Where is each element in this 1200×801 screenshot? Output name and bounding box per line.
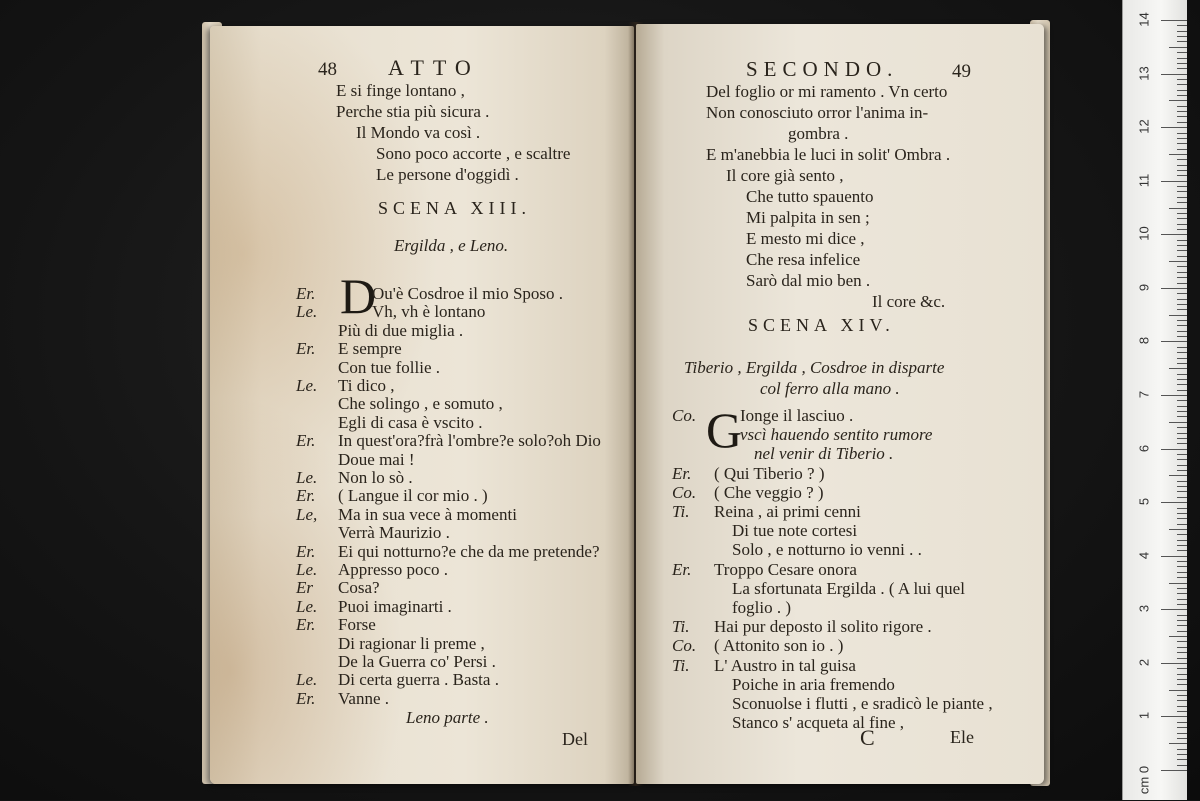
open-book <box>198 14 1054 786</box>
ruler-unit: cm <box>1136 776 1152 795</box>
ruler-tick <box>1177 143 1187 144</box>
speaker-label: Le. <box>296 560 318 579</box>
ruler-tick <box>1177 224 1187 225</box>
dialogue-line: Troppo Cesare onora <box>714 559 857 579</box>
ruler-tick <box>1177 299 1187 300</box>
dialogue-line: Ionge il lasciuo . <box>740 406 854 425</box>
ruler-tick <box>1177 36 1187 37</box>
ruler-tick <box>1177 229 1187 230</box>
ruler-tick <box>1177 524 1187 525</box>
ruler-tick <box>1177 625 1187 626</box>
dialogue-line: Di certa guerra . Basta . <box>338 670 499 690</box>
page-number-left: 48 <box>318 59 337 80</box>
ruler-tick <box>1161 770 1187 771</box>
dialogue-line: E sempre <box>338 339 402 359</box>
ruler-number: 0 <box>1136 765 1152 774</box>
ruler-tick <box>1177 674 1187 675</box>
ruler-tick <box>1169 208 1187 209</box>
ruler-tick <box>1161 716 1187 717</box>
speaker-label: Co. <box>672 406 697 425</box>
ruler-tick <box>1177 186 1187 187</box>
ruler-tick <box>1161 341 1187 342</box>
ruler-tick <box>1177 79 1187 80</box>
ruler-number: 7 <box>1136 390 1152 399</box>
ruler-tick <box>1169 636 1187 637</box>
dialogue-line: Puoi imaginarti . <box>338 596 452 616</box>
ruler-tick <box>1177 309 1187 310</box>
ruler-tick <box>1177 138 1187 139</box>
ruler-number: 4 <box>1136 551 1152 559</box>
speaker-label: Ti. <box>672 617 690 637</box>
ruler-tick <box>1177 336 1187 337</box>
ruler-tick <box>1177 90 1187 91</box>
scene-heading-xiv: SCENA XIV. <box>748 315 895 335</box>
ruler-tick <box>1177 379 1187 380</box>
dialogue-line: ( Che veggio ? ) <box>714 482 824 502</box>
ruler-tick <box>1177 58 1187 59</box>
ruler-tick <box>1177 711 1187 712</box>
ruler-tick <box>1169 583 1187 584</box>
verse-line: Le persone d'oggidì . <box>376 165 519 184</box>
verse-line: Che resa infelice <box>746 250 861 269</box>
ruler-number: 8 <box>1136 337 1152 345</box>
ruler-number: 10 <box>1136 226 1152 242</box>
ruler-tick <box>1177 588 1187 589</box>
ruler-tick <box>1177 165 1187 166</box>
ruler-tick <box>1177 411 1187 412</box>
dialogue-line: Poiche in aria fremendo <box>732 674 895 694</box>
ruler-tick <box>1177 320 1187 321</box>
ruler-tick <box>1177 95 1187 96</box>
ruler-tick <box>1169 315 1187 316</box>
ruler-tick <box>1177 272 1187 273</box>
page-number-right: 49 <box>952 61 971 82</box>
verse-line: gombra . <box>788 124 849 143</box>
ruler-number: 12 <box>1136 119 1152 134</box>
verse-line: Del foglio or mi ramento . Vn certo <box>706 82 948 101</box>
ruler-tick <box>1177 438 1187 439</box>
ruler-tick <box>1177 545 1187 546</box>
ruler-tick <box>1177 534 1187 535</box>
ruler-tick <box>1177 684 1187 685</box>
ruler-tick <box>1177 566 1187 567</box>
dialogue-line: Doue mai ! <box>338 449 415 469</box>
dialogue-line: Vh, vh è lontano <box>372 302 486 322</box>
running-head-right: SECONDO. <box>746 57 899 81</box>
speaker-label: Le. <box>296 670 318 690</box>
ruler-tick <box>1177 652 1187 653</box>
ruler-tick <box>1177 293 1187 294</box>
dialogue-line: ( Langue il cor mio . ) <box>338 486 488 506</box>
ruler-tick <box>1177 149 1187 150</box>
dialogue-line: foglio . ) <box>732 598 792 617</box>
ruler-tick <box>1177 508 1187 509</box>
dialogue-line: Hai pur deposto il solito rigore . <box>714 617 932 637</box>
speaker-label: Le. <box>296 596 318 616</box>
dialogue-line: La sfortunata Ergilda . ( A lui quel <box>732 578 965 598</box>
dialogue-line: Ou'è Cosdroe il mio Sposo . <box>372 284 564 303</box>
dialogue-line: Ti dico , <box>338 376 395 395</box>
speaker-label: Er. <box>296 615 316 635</box>
ruler-tick <box>1177 358 1187 359</box>
ruler-number: 3 <box>1136 605 1152 613</box>
dialogue-line: Appresso poco . <box>338 560 449 579</box>
dialogue-line: Stanco s' acqueta al fine , <box>732 713 905 733</box>
dialogue-line: Forse <box>338 615 376 635</box>
ruler-tick <box>1177 722 1187 723</box>
ruler-tick <box>1177 170 1187 171</box>
speaker-label: Le, <box>296 504 318 524</box>
signature-mark: C <box>860 725 875 750</box>
ruler-tick <box>1169 529 1187 530</box>
dialogue-line: nel venir di Tiberio . <box>754 444 894 464</box>
running-head-left: ATTO <box>388 55 480 80</box>
verse-line: Perche stia più sicura . <box>336 102 490 121</box>
catchword-left: Del <box>562 729 588 749</box>
speaker-label: Le. <box>296 302 318 322</box>
ruler-tick <box>1177 550 1187 551</box>
verse-line: Sono poco accorte , e scaltre <box>376 144 571 163</box>
speaker-label: Ti. <box>672 502 690 521</box>
ruler-tick <box>1177 491 1187 492</box>
ruler-tick <box>1177 647 1187 648</box>
ruler-tick <box>1177 486 1187 487</box>
speaker-label: Le. <box>296 468 318 487</box>
speaker-label: Co. <box>672 482 697 502</box>
ruler-number: 13 <box>1136 65 1152 81</box>
ruler-tick <box>1177 68 1187 69</box>
ruler-tick <box>1177 191 1187 192</box>
catchword-right: Ele <box>950 727 974 747</box>
ruler-tick <box>1177 443 1187 444</box>
ruler-tick <box>1177 759 1187 760</box>
ruler-tick <box>1177 706 1187 707</box>
ruler-tick <box>1177 25 1187 26</box>
ruler-tick <box>1177 416 1187 417</box>
dialogue-line: Reina , ai primi cenni <box>714 502 861 521</box>
scene-characters-1: Tiberio , Ergilda , Cosdroe in disparte <box>684 358 945 377</box>
ruler-tick <box>1177 561 1187 562</box>
ruler-tick <box>1177 470 1187 471</box>
speaker-label: Le. <box>296 376 318 395</box>
ruler-number: 2 <box>1136 658 1152 666</box>
ruler-tick <box>1177 465 1187 466</box>
verse-line: E mesto mi dice , <box>746 229 865 248</box>
ruler-tick <box>1177 765 1187 766</box>
ruler-tick <box>1177 304 1187 305</box>
ruler-tick <box>1177 433 1187 434</box>
dialogue-line: Di tue note cortesi <box>732 521 858 541</box>
dialogue-line: L' Austro in tal guisa <box>714 655 856 675</box>
dialogue-line: De la Guerra co' Persi . <box>338 652 496 671</box>
dialogue-line: vscì hauendo sentito rumore <box>740 425 933 445</box>
ruler-tick <box>1177 106 1187 107</box>
dialogue-line: Egli di casa è vscito . <box>338 412 483 432</box>
verse-line: E m'anebbia le luci in solit' Ombra . <box>706 145 951 164</box>
speaker-label: Er. <box>296 284 316 303</box>
ruler-tick <box>1161 20 1187 21</box>
ruler-tick <box>1177 400 1187 401</box>
ruler-tick <box>1177 577 1187 578</box>
speaker-label: Er. <box>296 486 316 506</box>
ruler-tick <box>1177 245 1187 246</box>
ruler-tick <box>1177 497 1187 498</box>
ruler-tick <box>1177 240 1187 241</box>
ruler-tick <box>1177 363 1187 364</box>
ruler-tick <box>1177 202 1187 203</box>
ruler-tick <box>1177 620 1187 621</box>
dialogue-line: Non lo sò . <box>338 468 413 487</box>
verse-line: Il core &c. <box>872 292 946 311</box>
ruler-number: 9 <box>1136 283 1152 291</box>
right-page <box>636 24 1044 784</box>
ruler-tick <box>1177 695 1187 696</box>
dialogue-line: Che solingo , e somuto , <box>338 394 503 414</box>
dialogue-line: Verrà Maurizio . <box>338 523 450 543</box>
ruler-tick <box>1177 63 1187 64</box>
ruler-tick <box>1177 331 1187 332</box>
ruler-number: 11 <box>1136 173 1152 187</box>
speaker-label: Er. <box>296 339 316 359</box>
ruler-tick <box>1161 181 1187 182</box>
speaker-label: Er <box>296 578 313 598</box>
ruler-tick <box>1177 454 1187 455</box>
ruler-tick <box>1177 540 1187 541</box>
ruler-tick <box>1169 47 1187 48</box>
verse-line: Il Mondo va così . <box>356 123 481 142</box>
ruler-tick <box>1177 658 1187 659</box>
speaker-label: Co. <box>672 636 697 656</box>
ruler-number: 6 <box>1136 444 1152 452</box>
ruler-tick <box>1177 459 1187 460</box>
dialogue-line: Ei qui notturno?e che da me pretende? <box>338 541 600 561</box>
ruler-tick <box>1177 599 1187 600</box>
dialogue-line: In quest'ora?frà l'ombre?e solo?oh Dio <box>338 431 601 451</box>
speaker-label: Ti. <box>672 655 690 675</box>
ruler-number: 1 <box>1136 712 1152 720</box>
ruler-tick <box>1177 374 1187 375</box>
drop-cap-d: D <box>340 268 377 324</box>
scene-heading-xiii: SCENA XIII. <box>378 198 531 218</box>
ruler-tick <box>1177 513 1187 514</box>
ruler-tick <box>1177 593 1187 594</box>
ruler-tick <box>1161 234 1187 235</box>
verse-line: Non conosciuto orror l'anima in- <box>706 103 929 122</box>
ruler-number: 14 <box>1136 12 1152 27</box>
speaker-label: Er. <box>296 541 316 561</box>
ruler-number: 5 <box>1136 498 1152 506</box>
dialogue-line: Più di due miglia . <box>338 320 464 340</box>
ruler-tick <box>1177 352 1187 353</box>
ruler-tick <box>1161 663 1187 664</box>
ruler-tick <box>1161 395 1187 396</box>
speaker-label: Er. <box>672 559 692 579</box>
dialogue-line: Cosa? <box>338 578 380 598</box>
ruler-tick <box>1161 127 1187 128</box>
dialogue-line: Vanne . <box>338 688 389 708</box>
ruler-tick <box>1177 738 1187 739</box>
speaker-label: Er. <box>672 463 692 483</box>
dialogue-line: Di ragionar li preme , <box>338 633 485 653</box>
ruler-tick <box>1177 111 1187 112</box>
ruler-tick <box>1177 700 1187 701</box>
ruler-tick <box>1177 116 1187 117</box>
ruler-tick <box>1161 609 1187 610</box>
ruler-tick <box>1177 384 1187 385</box>
ruler-tick <box>1169 475 1187 476</box>
ruler-tick <box>1177 250 1187 251</box>
ruler-tick <box>1169 100 1187 101</box>
ruler-tick <box>1161 449 1187 450</box>
ruler-tick <box>1169 154 1187 155</box>
ruler-tick <box>1169 690 1187 691</box>
speaker-label: Er. <box>296 688 316 708</box>
ruler-tick <box>1177 754 1187 755</box>
ruler-tick <box>1177 256 1187 257</box>
dialogue-line: Sconuolse i flutti , e sradicò le piante , <box>732 694 993 713</box>
ruler-tick <box>1177 133 1187 134</box>
ruler-tick <box>1177 390 1187 391</box>
dialogue-line: ( Attonito son io . ) <box>714 636 844 656</box>
speaker-label: Er. <box>296 431 316 451</box>
verse-line: Sarò dal mio ben . <box>746 271 871 290</box>
ruler-tick <box>1177 84 1187 85</box>
ruler-tick <box>1177 52 1187 53</box>
left-page <box>210 26 634 784</box>
ruler-tick <box>1161 556 1187 557</box>
ruler-tick <box>1177 749 1187 750</box>
verse-line: Il core già sento , <box>726 166 844 185</box>
ruler-tick <box>1177 41 1187 42</box>
ruler-tick <box>1161 502 1187 503</box>
ruler-tick <box>1177 122 1187 123</box>
ruler-tick <box>1177 213 1187 214</box>
ruler-tick <box>1177 159 1187 160</box>
ruler-tick <box>1169 743 1187 744</box>
drop-cap-g: G <box>706 402 743 458</box>
measuring-ruler <box>1122 0 1187 800</box>
stage-direction: Leno parte . <box>406 708 489 727</box>
ruler-tick <box>1177 679 1187 680</box>
ruler-tick <box>1177 615 1187 616</box>
ruler-tick <box>1177 197 1187 198</box>
dialogue-line: Ma in sua vece à momenti <box>338 504 517 524</box>
ruler-tick <box>1177 427 1187 428</box>
verse-line: E si finge lontano , <box>336 81 465 100</box>
ruler-tick <box>1169 368 1187 369</box>
scene-characters: Ergilda , e Leno. <box>394 236 509 255</box>
ruler-tick <box>1177 481 1187 482</box>
ruler-tick <box>1177 266 1187 267</box>
ruler-tick <box>1177 31 1187 32</box>
scene-characters-2: col ferro alla mano . <box>760 379 900 398</box>
ruler-tick <box>1177 325 1187 326</box>
ruler-tick <box>1161 74 1187 75</box>
ruler-tick <box>1177 218 1187 219</box>
ruler-tick <box>1177 641 1187 642</box>
ruler-tick <box>1177 283 1187 284</box>
verse-line: Mi palpita in sen ; <box>746 208 870 227</box>
ruler-tick <box>1177 631 1187 632</box>
ruler-tick <box>1177 572 1187 573</box>
verse-line: Che tutto spauento <box>746 187 874 206</box>
ruler-tick <box>1177 175 1187 176</box>
ruler-tick <box>1177 727 1187 728</box>
ruler-tick <box>1177 604 1187 605</box>
ruler-tick <box>1169 422 1187 423</box>
ruler-tick <box>1169 261 1187 262</box>
ruler-tick <box>1177 733 1187 734</box>
ruler-tick <box>1177 668 1187 669</box>
ruler-tick <box>1177 277 1187 278</box>
ruler-tick <box>1161 288 1187 289</box>
ruler-tick <box>1177 518 1187 519</box>
dialogue-line: ( Qui Tiberio ? ) <box>714 463 825 483</box>
ruler-tick <box>1177 406 1187 407</box>
dialogue-line: Con tue follie . <box>338 357 440 377</box>
dialogue-line: Solo , e notturno io venni . . <box>732 540 922 560</box>
ruler-tick <box>1177 347 1187 348</box>
